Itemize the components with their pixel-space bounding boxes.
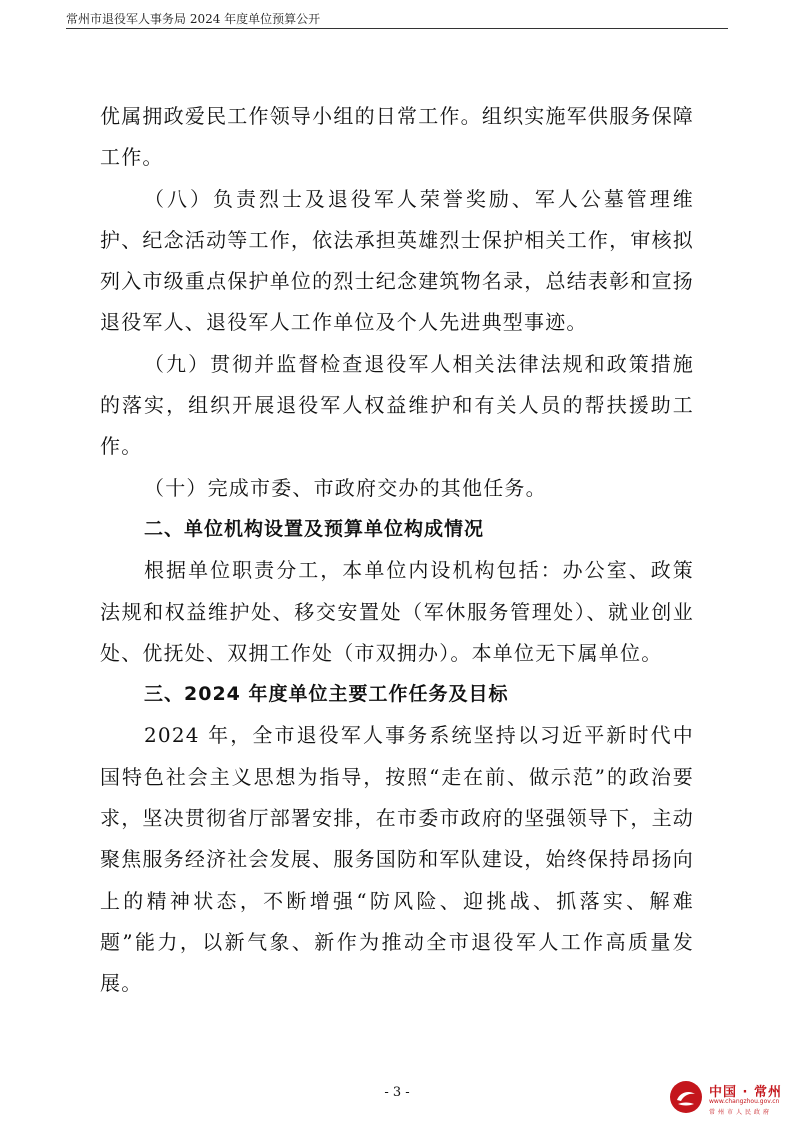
paragraph-item-10: （十）完成市委、市政府交办的其他任务。 <box>144 475 547 500</box>
gov-logo[interactable] <box>669 1078 787 1118</box>
logo-subtitle: 常州市人民政府 <box>709 1109 773 1116</box>
paragraph-item-8: （八）负责烈士及退役军人荣誉奖励、军人公墓管理维护、纪念活动等工作，依法承担英雄烈士保护相关工作，审核拟列入市级重点保护单位的烈士纪念建筑物名录，总结表彰和宣扬退役军人、退役军人工作单位及个人先进典型事迹。 <box>100 186 694 335</box>
document-header: 常州市退役军人事务局 2024 年度单位预算公开 <box>66 12 321 26</box>
section-heading-3: 三、2024 年度单位主要工作任务及目标 <box>144 683 509 706</box>
logo-title: 中国 · 常州 <box>709 1085 782 1100</box>
logo-url: www.changzhou.gov.cn <box>709 1098 780 1105</box>
paragraph-structure: 根据单位职责分工，本单位内设机构包括：办公室、政策法规和权益维护处、移交安置处（军休服务管理处）、就业创业处、优抚处、双拥工作处（市双拥办）。本单位无下属单位。 <box>100 558 694 665</box>
section-heading-2: 二、单位机构设置及预算单位构成情况 <box>144 517 485 540</box>
paragraph-goals: 2024 年，全市退役军人事务系统坚持以习近平新时代中国特色社会主义思想为指导，按照“走在前、做示范”的政治要求，坚决贯彻省厅部署安排，在市委市政府的坚强领导下，主动聚焦服务经济社会发展、服务国防和军队建设，始终保持昂扬向上的精神状态，不断增强“防风险、迎挑战、抓落实、解难题”能力，以新气象、新作为推动全市退役军人工作高质量发展。 <box>100 723 694 996</box>
page-number: - 3 - <box>384 1085 410 1100</box>
paragraph-item-9: （九）贯彻并监督检查退役军人相关法律法规和政策措施的落实，组织开展退役军人权益维护和有关人员的帮扶援助工作。 <box>100 351 694 459</box>
header-divider <box>66 28 728 29</box>
document-body <box>100 96 694 1005</box>
paragraph-continuation: 优属拥政爱民工作领导小组的日常工作。组织实施军供服务保障工作。 <box>100 104 694 170</box>
changzhou-emblem-icon <box>669 1080 703 1114</box>
